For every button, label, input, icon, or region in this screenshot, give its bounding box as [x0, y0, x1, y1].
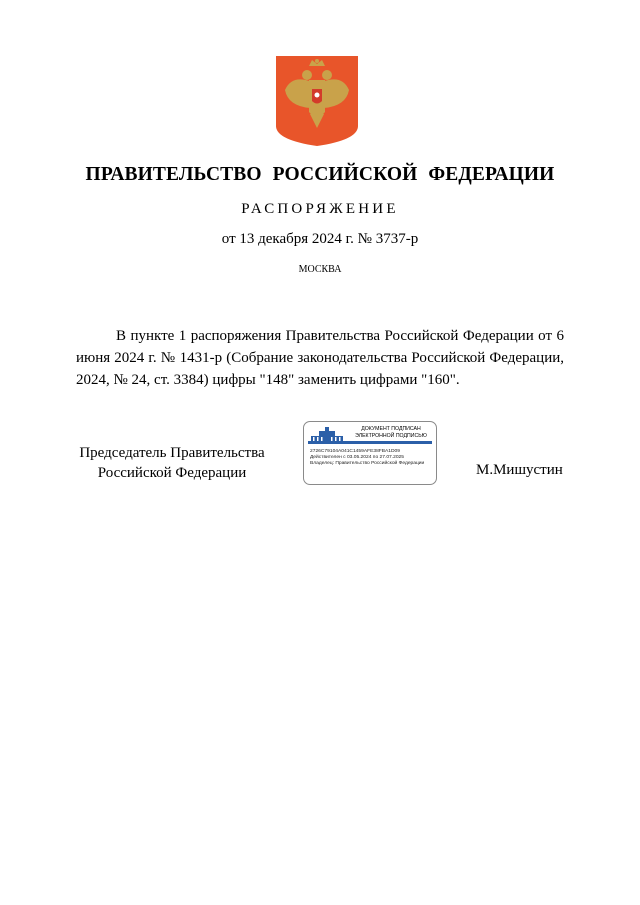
stamp-info [310, 449, 434, 467]
stamp-heading-line1: ДОКУМЕНТ ПОДПИСАН [361, 426, 421, 432]
signer-position-line1: Председатель Правительства [79, 445, 265, 461]
coat-of-arms-icon [276, 56, 358, 146]
electronic-signature-stamp [303, 421, 437, 485]
stamp-divider [308, 441, 432, 444]
document-city: МОСКВА [298, 264, 342, 275]
stamp-heading [348, 426, 434, 439]
signer-position-line2: Российской Федерации [97, 465, 247, 481]
document-type: РАСПОРЯЖЕНИЕ [241, 201, 399, 217]
stamp-heading-line2: ЭЛЕКТРОННОЙ ПОДПИСЬЮ [355, 432, 427, 439]
document-body [76, 325, 564, 391]
page-title: ПРАВИТЕЛЬСТВО РОССИЙСКОЙ ФЕДЕРАЦИИ [85, 164, 555, 185]
stamp-certificate: 2726C79104A041C1459AFE38FBA1D09 [310, 449, 400, 454]
stamp-validity: Действителен с 03.05.2024 по 27.07.2025 [310, 455, 404, 460]
stamp-owner: Владелец: Правительство Российской Федерации [310, 461, 425, 466]
signer-name: М.Мишустин [476, 462, 563, 478]
body-paragraph: В пункте 1 распоряжения Правительства Российской Федерации от 6 июня 2024 г. № 1431-р (Собрание законодательства Российской Федерации, 2024, № 24, ст. 3384) цифры "148" заменить цифрами "160". [76, 328, 564, 388]
document-date-number: от 13 декабря 2024 г. № 3737-р [221, 231, 419, 247]
signer-position [76, 443, 268, 483]
